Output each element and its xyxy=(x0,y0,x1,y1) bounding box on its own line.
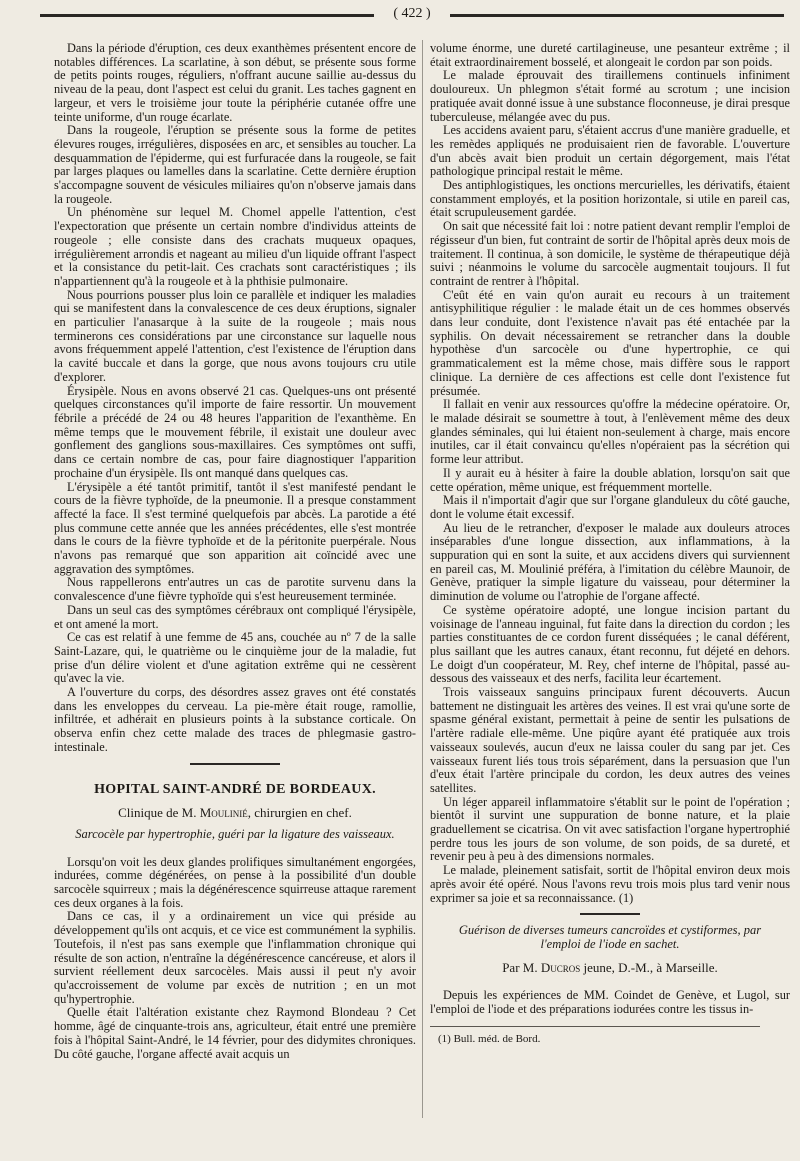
paragraph: Au lieu de le retrancher, d'exposer le malade aux douleurs atroces inséparables d'une longue dissection, aux inflammations, à la suppuration qui en sont la suite, et aux accidens divers qui surviennent en pareil cas, M. Moulinié préféra, à l'imitation du célèbre Maunoir, de Genève, pratiquer la simple ligature du vaisseau, pour déterminer la diminution de volume ou l'atrophie de l'organe affecté. xyxy=(430,520,790,604)
clinic-suffix: , chirurgien en chef. xyxy=(247,805,352,821)
clinic-prefix: Clinique de M. xyxy=(118,805,197,821)
section-rule xyxy=(190,763,280,765)
paragraph: Ce système opératoire adopté, une longue incision partant du voisinage de l'anneau inguinal, fut faite dans la direction du cordon ; les parties constituantes de ce cordon furent disséquées ; le canal déférent, plus saillant que les autres canaux, étant reconnu, fut déjeté en dehors. Le doigt d'un coopérateur, M. Rey, chef interne de l'hôpital, passé au-dessous des vaisseaux et des nerfs, facilita leur écartement. xyxy=(430,602,790,686)
case-title: Sarcocèle par hypertrophie, guéri par la ligature des vaisseaux. xyxy=(75,826,395,841)
byline-suffix: jeune, D.-M., à Marseille. xyxy=(580,960,718,976)
paragraph: Quelle était l'altération existante chez Raymond Blondeau ? Cet homme, âgé de cinquante-trois ans, agriculteur, était entré une première fois à l'hôpital Saint-André, le 14 février, pour des didymites chroniques. Du côté gauche, l'organe affecté avait acquis un xyxy=(54,1005,416,1061)
paragraph: A l'ouverture du corps, des désordres assez graves ont été constatés dans les enveloppes du cerveau. La pie-mère était rouge, ramollie, infiltrée, et adhérait en plusieurs points à la substance corticale. On observa enfin chez cette malade des traces de phlegmasie gastro-intestinale. xyxy=(54,685,416,754)
paragraph: Érysipèle. Nous en avons observé 21 cas. Quelques-uns ont présenté quelques circonstances qu'il importe de faire ressortir. Un mouvement fébrile a précédé de 24 ou 48 heures l'apparition de l'exanthème. En même temps que le mouvement fébrile, il existait une douleur avec gonflement des ganglions sous-maxillaires. Ces symptômes ont suffi, dans ce certain nombre de cas, pour faire diagnostiquer l'apparition prochaine d'un érysipèle. Ils ont manqué dans quelques cas. xyxy=(54,383,416,480)
paragraph: Un léger appareil inflammatoire s'établit sur le point de l'opération ; bientôt il survint une suppuration de bonne nature, et la plaie graduellement se cicatrisa. On vit avec satisfaction l'organe hypertrophié perdre tous les jours de son volume, de son poids, de sa dureté, et revenir peu à peu à des dimensions normales. xyxy=(430,794,790,864)
paragraph: Le malade, pleinement satisfait, sortit de l'hôpital environ deux mois après avoir été opéré. Nous l'avons revu trois mois plus tard venir nous exprimer sa joie et sa reconnaissance. (1) xyxy=(430,863,790,905)
paragraph: Dans la période d'éruption, ces deux exanthèmes présentent encore de notables différences. La scarlatine, à son début, se présente sous forme de petits points rouges, réguliers, n'offrant aucune saillie au-dessus du niveau de la peau, dont l'aspect est celui du granit. Les taches gagnent en largeur, et vers le troisième jour toute la périphérie cutanée offre une teinte uniforme, d'un rouge écarlate. xyxy=(54,41,416,124)
footnote-rule xyxy=(430,1026,760,1027)
paragraph: Mais il n'importait d'agir que sur l'organe glanduleux du côté gauche, dont le volume était excessif. xyxy=(430,493,790,521)
right-column xyxy=(430,42,790,1047)
column-divider xyxy=(422,40,423,1118)
clinic-surgeon: Moulinié xyxy=(199,805,248,821)
paragraph: On sait que nécessité fait loi : notre patient devant remplir l'emploi de régisseur d'un bien, fut contraint de sortir de l'hôpital après deux mois de traitement. Il continua, à son domicile, le système de thérapeutique déjà suivi ; néanmoins le volume du sarcocèle augmentait toujours. Il fut contraint de rentrer à l'hôpital. xyxy=(430,219,790,288)
hospital-title: HOPITAL SAINT-ANDRÉ DE BORDEAUX. xyxy=(94,781,376,797)
byline-prefix: Par M. xyxy=(502,960,538,976)
paragraph: C'eût été en vain qu'on aurait eu recours à un traitement antisyphilitique régulier : le malade était un de ces hommes observés dans leur conduite, dont l'existence n'avait pas été entachée par la syphilis. On devait nécessairement se retrancher dans la double hypothèse d'un sarcocèle ou d'une hypertrophie, ce qui grammaticalement est la même chose, mais diffère sous le rapport clinique. La dernière de ces affections est celle dont l'existence fut présumée. xyxy=(430,287,790,398)
section-rule xyxy=(580,913,640,915)
paragraph: Dans la rougeole, l'éruption se présente sous la forme de petites élevures rouges, irrégulières, disposées en arc, et sensibles au toucher. La desquammation de l'épiderme, qui est furfuracée dans la rougeole, se fait par larges plaques ou lamelles dans la scarlatine. Cette dernière éruption s'accompagne souvent de vésicules miliaires qu'on n'observe jamais dans la rougeole. xyxy=(54,123,416,206)
paragraph: L'érysipèle a été tantôt primitif, tantôt il s'est manifesté pendant le cours de la fièvre typhoïde, de la pneumonie. Il a presque constamment affecté la face. Il s'est terminé quelquefois par abcès. La parotide a été plus commune cette année que les années précédentes, elle s'est montrée dans le cours de la fièvre typhoïde et de la péritonite puerpérale. Nous n'avons pas remarqué que son apparition ait coïncidé avec une aggravation des symptômes. xyxy=(54,479,416,576)
paragraph: Il y aurait eu à hésiter à faire la double ablation, lorsqu'on sait que cette opération, même unique, est fréquemment mortelle. xyxy=(430,465,790,494)
paragraph: Dans ce cas, il y a ordinairement un vice qui préside au développement qu'ils ont acquis, et ce vice est communément la syphilis. Toutefois, il n'est pas sans exemple que l'inflammation chronique qui résulte de son action, n'entraîne la dégénérescence cancéreuse, et alors il survient réellement deux sarcocèles. Mais aussi il peut n'y avoir qu'accroissement de volume par excès de nutrition ; en un mot qu'hypertrophie. xyxy=(54,909,416,1006)
paragraph: Nous pourrions pousser plus loin ce parallèle et indiquer les maladies qui se manifestent dans la convalescence de ces deux éruptions, signaler en particulier l'anasarque à la suite de la rougeole ; mais nous terminerons ces considérations par une circonstance sur laquelle nous avons fréquemment appelé l'attention, c'est l'existence de l'éruption dans la cavité buccale et dans la gorge, que nous avons toujours cru utile d'explorer. xyxy=(54,287,416,384)
paragraph: Il fallait en venir aux ressources qu'offre la médecine opératoire. Or, le malade désirait se soumettre à tout, à l'enlèvement même des deux glandes séminales, qui lui étaient non-seulement à charge, mais encore inutiles, car il était convaincu qu'elles n'opéraient pas la sécrétion qui forme leur attribut. xyxy=(430,397,790,467)
paragraph: Ce cas est relatif à une femme de 45 ans, couchée au nº 7 de la salle Saint-Lazare, qui, le quatrième ou le cinquième jour de la maladie, fut prise d'un délire violent et d'une agitation extrême qui ne cessèrent qu'avec la vie. xyxy=(54,630,416,686)
footnote: (1) Bull. méd. de Bord. xyxy=(438,1033,541,1046)
paragraph: Les accidens avaient paru, s'étaient accrus d'une manière graduelle, et les remèdes appliqués ne produisaient rien de favorable. L'ouverture d'un abcès avait bien produit un certain dégorgement, mais l'état pathologique principal restait le même. xyxy=(430,123,790,179)
paragraph: Un phénomène sur lequel M. Chomel appelle l'attention, c'est l'expectoration que présente un certain nombre d'individus atteints de rougeole ; elle consiste dans des crachats muqueux opaques, irrégulièrement arrondis et nageant au milieu d'un liquide offrant l'aspect et la consistance du petit-lait. Ces crachats sont caractéristiques ; ils n'appartiennent qu'à la rougeole et à la phthisie pulmonaire. xyxy=(54,205,416,288)
paragraph: Trois vaisseaux sanguins principaux furent découverts. Aucun battement ne distinguait les artères des veines. Il est vrai qu'une sorte de spasme général existant, permettait à peine de sentir les pulsations de l'artère radiale elle-même. Une piqûre ayant été pratiquée aux trois vaisseaux soulevés, aucun d'eux ne laissa couler du sang par jet. Ces vaisseaux furent liés tous trois séparément, dans la persuasion que l'un d'eux était l'artère principale du cordon, les deux autres des veines satellites. xyxy=(430,685,790,795)
clinic-line xyxy=(54,806,416,820)
left-column xyxy=(54,42,416,1061)
article-title: Guérison de diverses tumeurs cancroïdes et cystiformes, par l'emploi de l'iode en sachet. xyxy=(458,923,762,952)
byline-author: Ducros xyxy=(540,960,581,976)
paragraph: Depuis les expériences de MM. Coindet de Genève, et Lugol, sur l'emploi de l'iode et des préparations iodurées contre les tissus in- xyxy=(430,988,790,1016)
paragraph: Des antiphlogistiques, les onctions mercurielles, les dérivatifs, étaient constamment employés, et la position horizontale, si utile en pareil cas, était scrupuleusement gardée. xyxy=(430,178,790,220)
byline xyxy=(430,961,790,975)
paragraph: Lorsqu'on voit les deux glandes prolifiques simultanément engorgées, indurées, comme dégénérées, on pense à la possibilité d'un double sarcocèle squirreux ; mais la dégénérescence squirreuse attaque rarement ces deux organes à la fois. xyxy=(54,854,416,910)
paragraph: Le malade éprouvait des tiraillemens continuels infiniment douloureux. Un phlegmon s'était formé au scrotum ; une incision pratiquée avait donné issue à une substance floconneuse, je dirai presque tuberculeuse, mélangée avec du pus. xyxy=(430,68,790,124)
page-number: ( 422 ) xyxy=(374,4,450,24)
paragraph: Dans un seul cas des symptômes cérébraux ont compliqué l'érysipèle, et ont amené la mort. xyxy=(54,602,416,631)
paragraph: volume énorme, une dureté cartilagineuse, une pesanteur extrême ; il était extraordinairement bosselé, et alongeait le cordon par son poids. xyxy=(430,41,790,69)
paragraph: Nous rappellerons entr'autres un cas de parotite survenu dans la convalescence d'une fièvre typhoïde qui s'est heureusement terminée. xyxy=(54,575,416,604)
